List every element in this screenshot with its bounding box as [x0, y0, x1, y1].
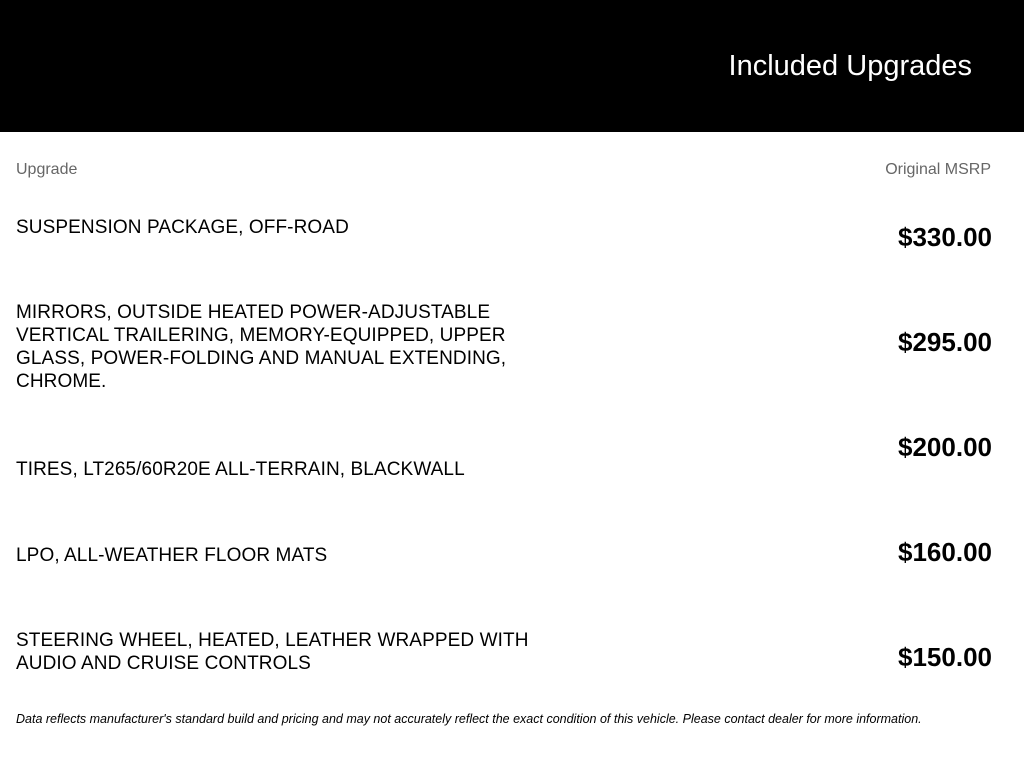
upgrade-price: $150.00 [898, 642, 992, 672]
upgrade-row [0, 290, 1024, 395]
upgrade-price: $295.00 [898, 327, 992, 357]
upgrade-name: STEERING WHEEL, HEATED, LEATHER WRAPPED WITH AUDIO AND CRUISE CONTROLS [16, 630, 529, 674]
upgrade-column-header: Upgrade [16, 161, 78, 178]
msrp-column-header: Original MSRP [885, 161, 991, 178]
disclaimer-text: Data reflects manufacturer's standard build and pricing and may not accurately reflect the exact condition of this vehicle. Please contact dealer for more information. [16, 712, 922, 726]
page-title: Included Upgrades [728, 50, 972, 82]
header-bar [0, 0, 1024, 132]
upgrade-row [0, 520, 1024, 625]
upgrade-price: $160.00 [898, 537, 992, 567]
upgrade-price: $200.00 [898, 432, 992, 462]
upgrade-price: $330.00 [898, 222, 992, 252]
upgrade-name: SUSPENSION PACKAGE, OFF-ROAD [16, 217, 349, 238]
upgrade-name: TIRES, LT265/60R20E ALL-TERRAIN, BLACKWALL [16, 459, 465, 480]
upgrade-name: LPO, ALL-WEATHER FLOOR MATS [16, 545, 328, 566]
upgrade-row [0, 415, 1024, 520]
upgrade-name: MIRRORS, OUTSIDE HEATED POWER-ADJUSTABLE VERTICAL TRAILERING, MEMORY-EQUIPPED, UPPER GLASS, POWER-FOLDING AND MANUAL EXTENDING, CHROME. [16, 302, 507, 392]
